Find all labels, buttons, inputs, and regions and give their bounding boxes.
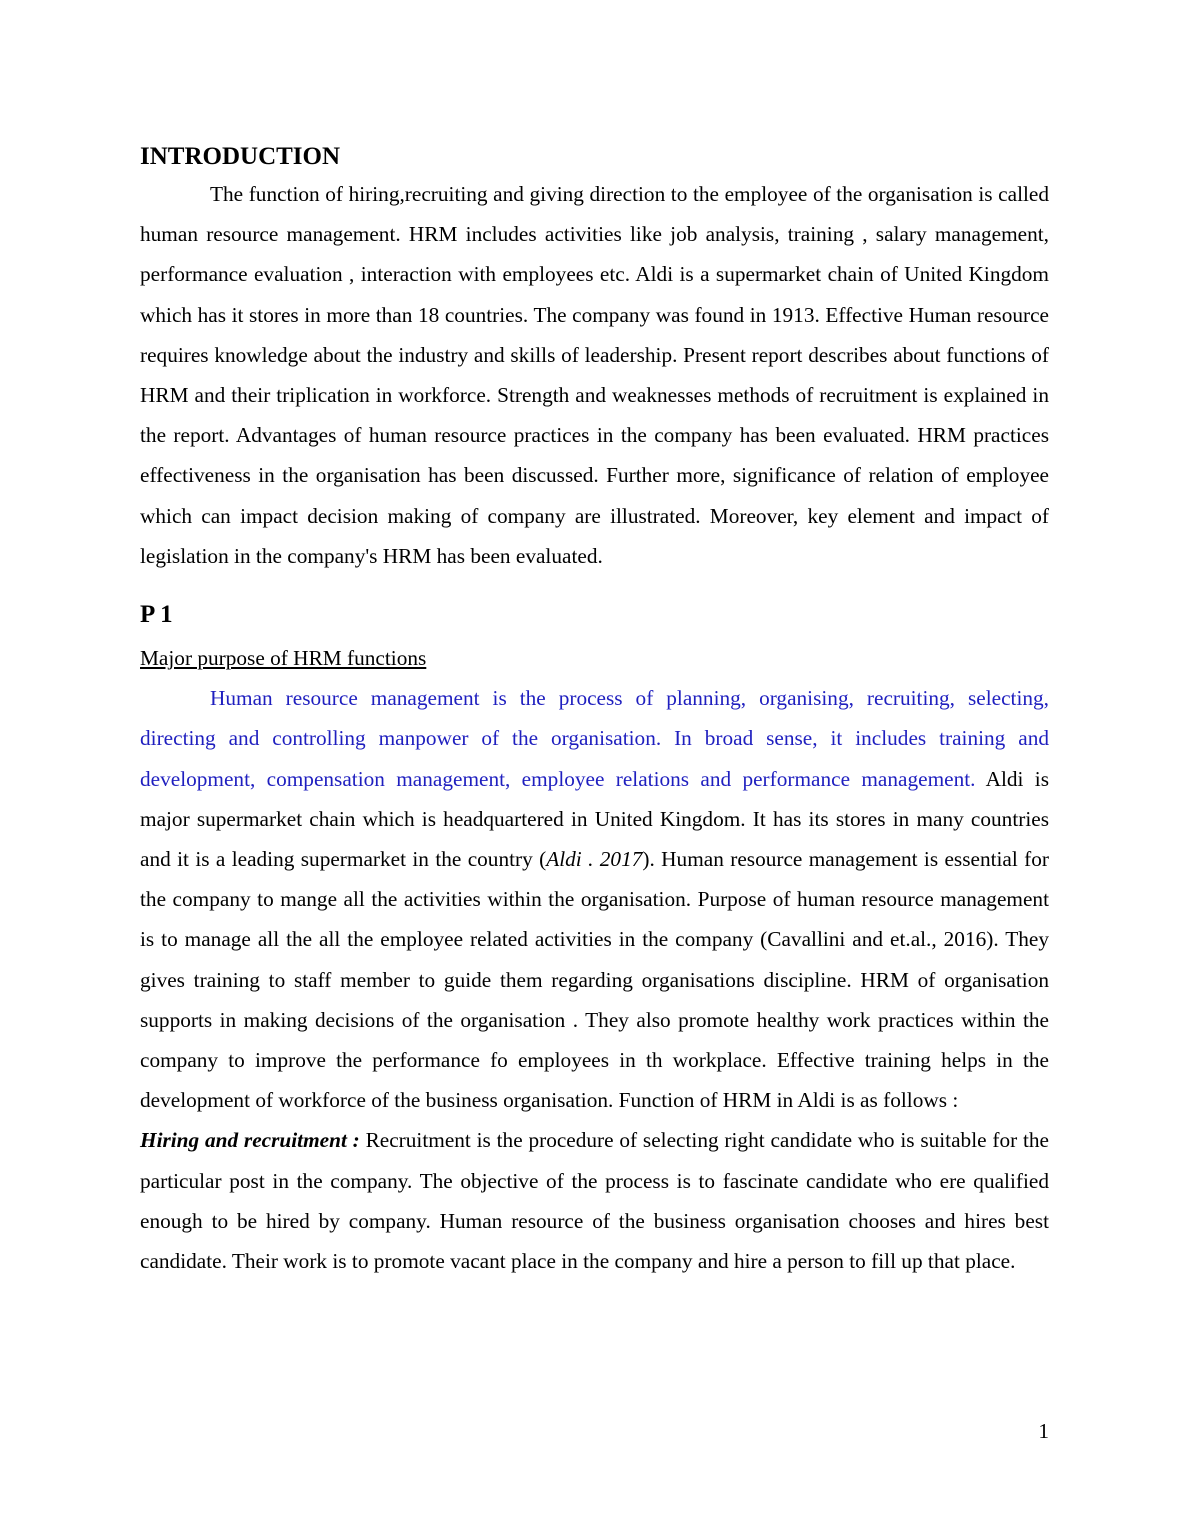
- introduction-heading: INTRODUCTION: [140, 143, 341, 170]
- p1-citation: Aldi . 2017: [546, 847, 643, 872]
- p1-subheading: Major purpose of HRM functions: [140, 646, 427, 671]
- p1-heading: P 1: [140, 601, 173, 629]
- page-number: 1: [1038, 1419, 1049, 1443]
- p1-paragraph: [140, 678, 1049, 1120]
- document-page: [140, 140, 1049, 1281]
- p1-text-after-citation: ). Human resource management is essential for the company to mange all the activities within the organisation. Purpose of human resource management is to manage all the all the employee related activities in the company (Cavallini and et.al., 2016). They gives training to staff member to guide them regarding organisations discipline. HRM of organisation supports in making decisions of the organisation . They also promote healthy work practices within the company to improve the performance fo employees in th workplace. Effective training helps in the development of workforce of the business organisation. Function of HRM in Aldi is as follows :: [140, 847, 1050, 1113]
- p1-highlighted-text: Human resource management is the process of planning, organising, recruiting, selecting, directing and controlling manpower of the organisation. In broad sense, it includes training and development, compensation management, employee relations and performance management.: [140, 686, 1049, 791]
- introduction-paragraph: The function of hiring,recruiting and giving direction to the employee of the organisation is called human resource management. HRM includes activities like job analysis, training , salary management, performance evaluation , interaction with employees etc. Aldi is a supermarket chain of United Kingdom which has it stores in more than 18 countries. The company was found in 1913. Effective Human resource requires knowledge about the industry and skills of leadership. Present report describes about functions of HRM and their triplication in workforce. Strength and weaknesses methods of recruitment is explained in the report. Advantages of human resource practices in the company has been evaluated. HRM practices effectiveness in the organisation has been discussed. Further more, significance of relation of employee which can impact decision making of company are illustrated. Moreover, key element and impact of legislation in the company's HRM has been evaluated.: [140, 182, 1049, 568]
- hiring-label: Hiring and recruitment :: [140, 1128, 360, 1153]
- hiring-text: Recruitment is the procedure of selecting right candidate who is suitable for the particular post in the company. The objective of the process is to fascinate candidate who ere qualified enough to be hired by company. Human resource of the business organisation chooses and hires best candidate. Their work is to promote vacant place in the company and hire a person to fill up that place.: [140, 1128, 1050, 1274]
- hiring-paragraph: [140, 1120, 1049, 1281]
- p1-text-before-citation: Aldi is major supermarket chain which is headquartered in United Kingdom. It has its stores in many countries and it is a leading supermarket in the country (: [140, 766, 1049, 872]
